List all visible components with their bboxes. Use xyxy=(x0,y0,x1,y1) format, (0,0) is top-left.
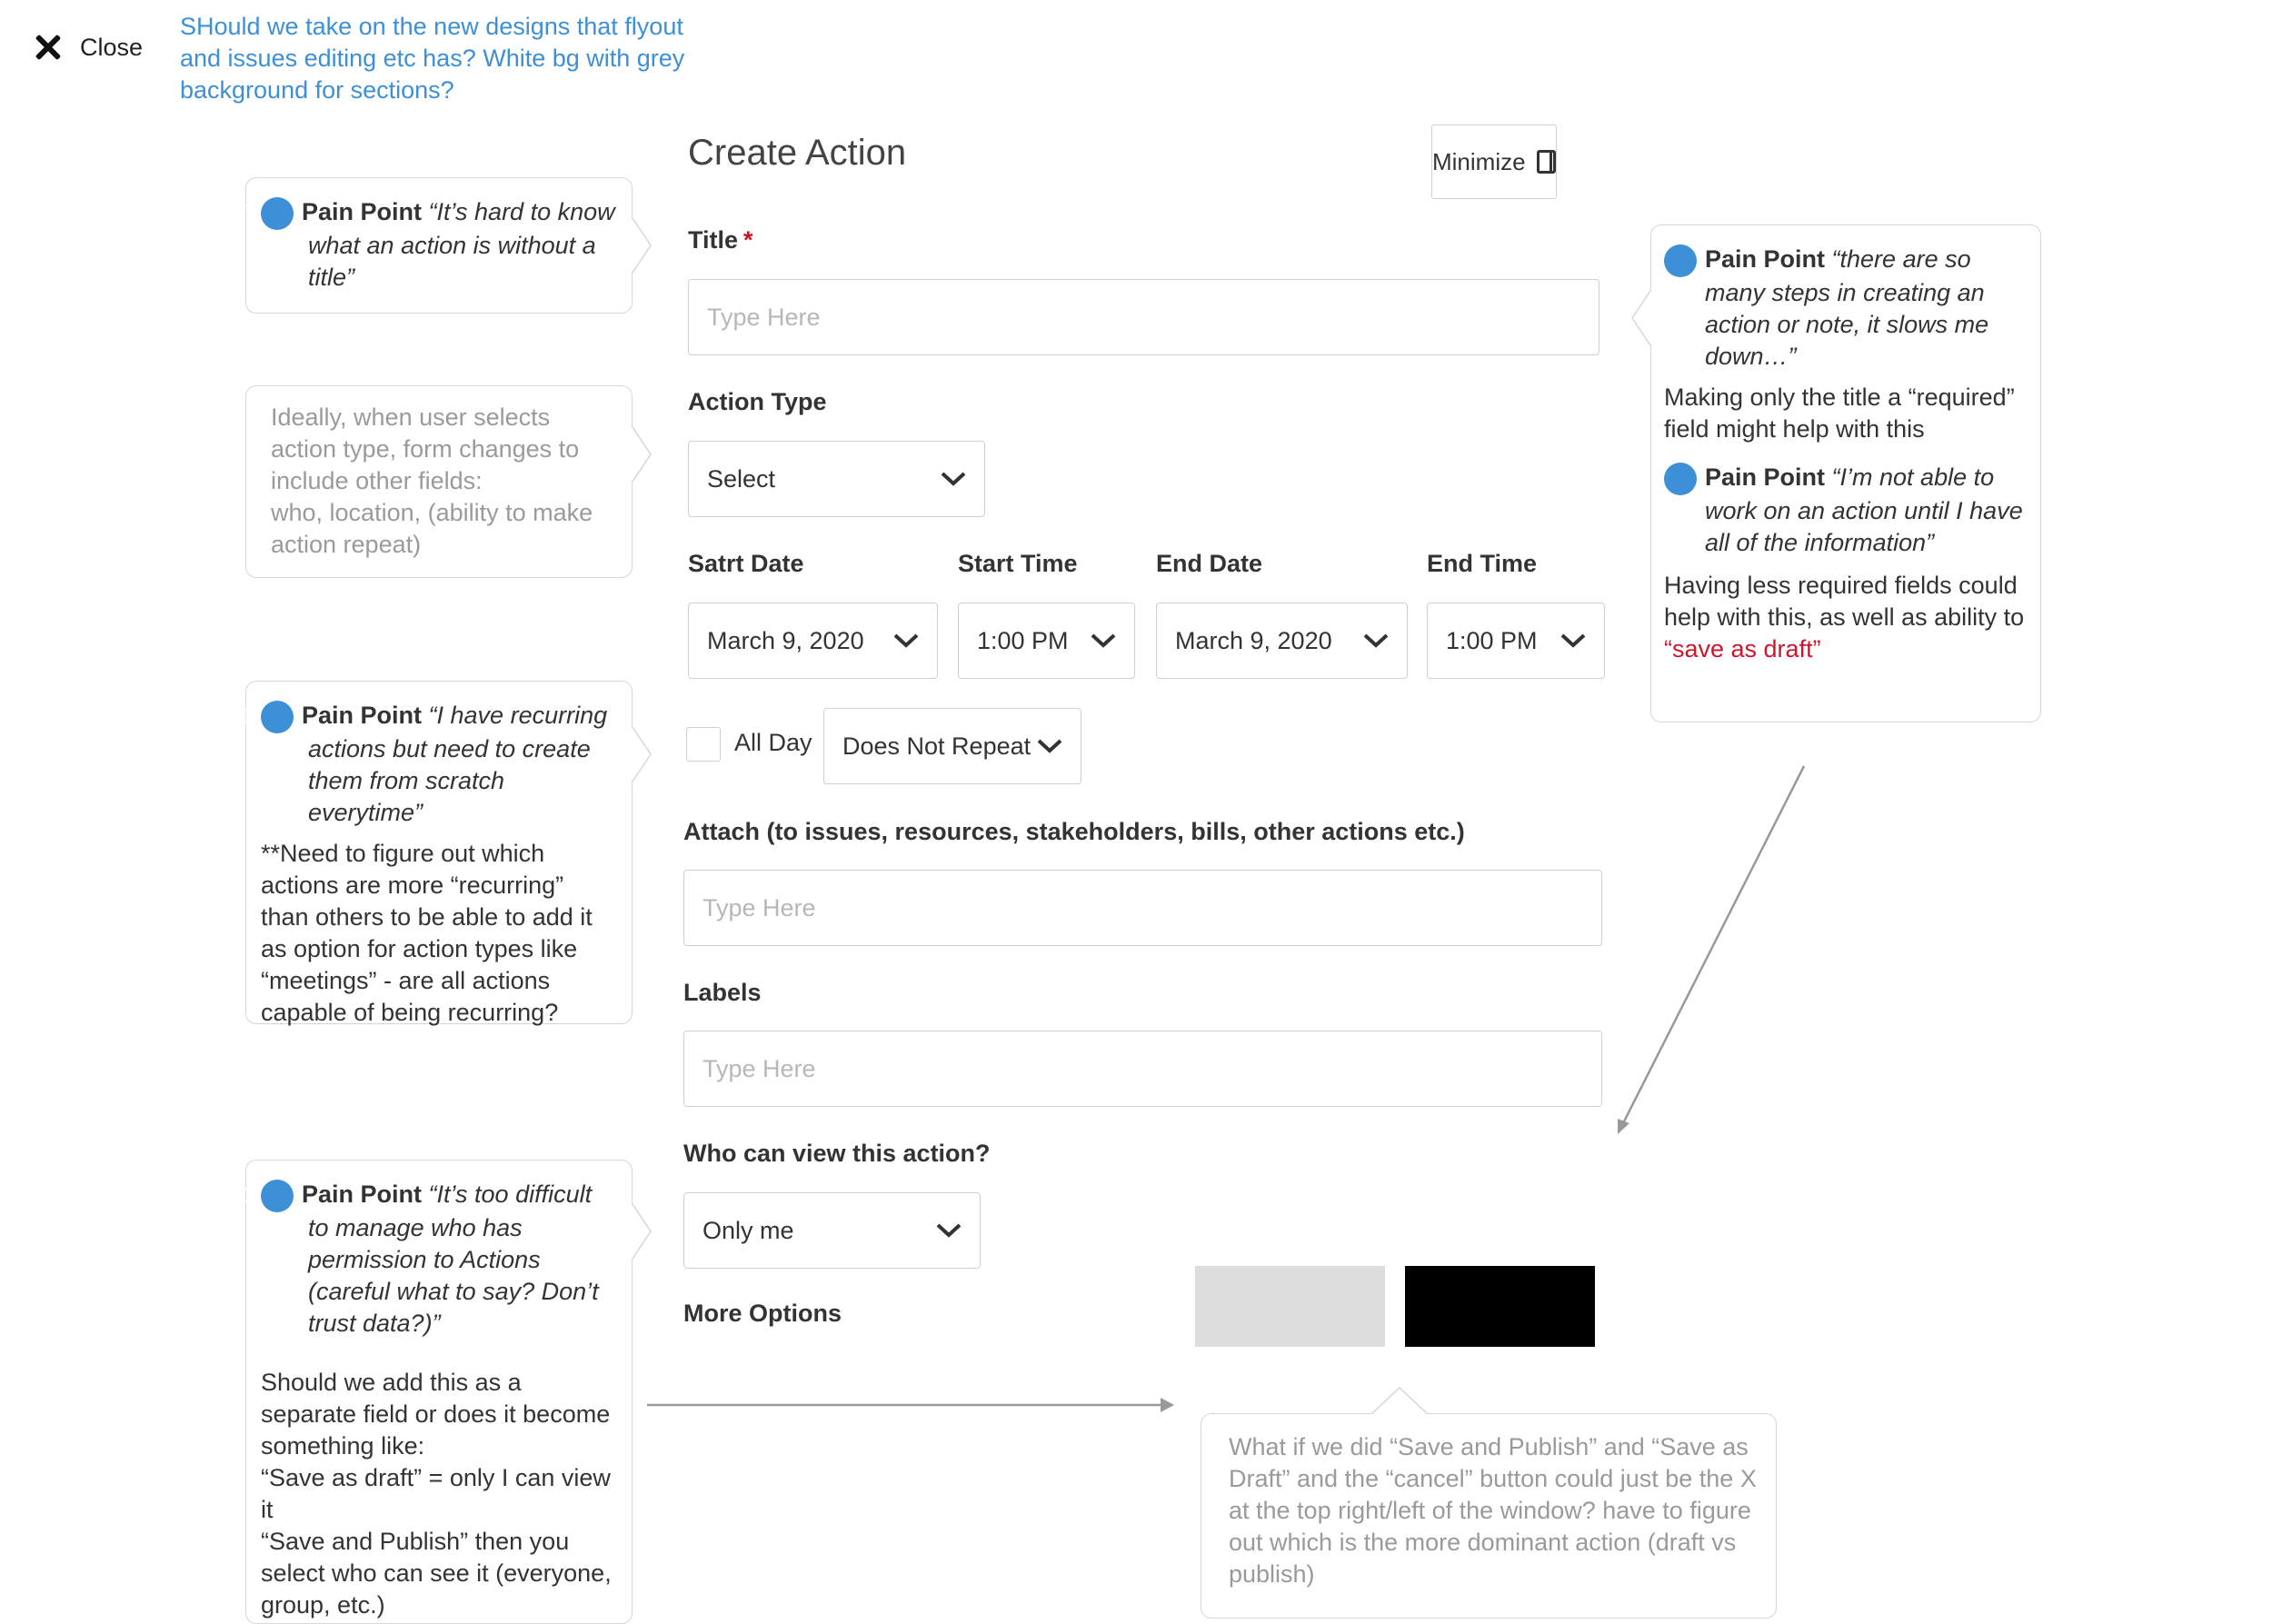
annotation-save-buttons-note xyxy=(1201,1413,1777,1619)
start-time-label: Start Time xyxy=(958,550,1078,577)
all-day-label: All Day xyxy=(734,729,812,756)
all-day-checkbox[interactable] xyxy=(686,727,721,762)
primary-action-button[interactable] xyxy=(1405,1266,1595,1347)
chevron-down-icon xyxy=(893,633,919,648)
who-can-view-select[interactable] xyxy=(683,1192,981,1269)
title-label-text: Title xyxy=(688,226,739,254)
title-input[interactable] xyxy=(688,279,1599,355)
start-time-value: 1:00 PM xyxy=(977,626,1069,654)
pain-point-title: Pain Point xyxy=(302,702,423,729)
annotation-note-fields xyxy=(245,385,633,578)
pain-point-quote: “It’s hard to know what an action is without a title” xyxy=(308,198,615,291)
attach-input[interactable] xyxy=(683,870,1602,946)
chevron-down-icon xyxy=(941,472,966,486)
who-can-view-value: Only me xyxy=(703,1216,794,1244)
end-date-label: End Date xyxy=(1156,550,1263,577)
labels-label: Labels xyxy=(683,979,762,1006)
chevron-down-icon xyxy=(1560,633,1586,648)
form-title: Create Action xyxy=(688,133,907,173)
pain-point-title: Pain Point xyxy=(1705,245,1826,273)
annotation-number-badge: 22 xyxy=(1664,463,1697,495)
annotation-number-badge: 30 xyxy=(261,1180,294,1212)
title-placeholder: Type Here xyxy=(707,303,821,331)
pain-point-quote: “It’s too difficult to manage who has permission to Actions (careful what to say? Don’t trust data?)” xyxy=(308,1181,599,1337)
required-mark: * xyxy=(743,226,753,254)
labels-input[interactable] xyxy=(683,1031,1602,1107)
end-date-value: March 9, 2020 xyxy=(1175,626,1332,654)
end-time-value: 1:00 PM xyxy=(1446,626,1538,654)
minimize-button[interactable] xyxy=(1431,125,1557,199)
chevron-down-icon xyxy=(1037,739,1062,753)
end-time-label: End Time xyxy=(1427,550,1538,577)
start-date-label: Satrt Date xyxy=(688,550,804,577)
pain-point-quote: “I have recurring actions but need to create them from scratch everytime” xyxy=(308,702,608,826)
split-panel-icon xyxy=(1537,150,1556,174)
annotation-number-badge: 27 xyxy=(261,197,294,230)
pain-point-quote: “I’m not able to work on an action until I have all of the information” xyxy=(1705,463,2023,556)
action-type-value: Select xyxy=(707,464,776,493)
annotation-pain-point-30 xyxy=(230,1160,633,1624)
chevron-down-icon xyxy=(1363,633,1389,648)
secondary-action-button[interactable] xyxy=(1195,1266,1385,1347)
attach-label: Attach (to issues, resources, stakeholders, bills, other actions etc.) xyxy=(683,818,1465,845)
more-options-link[interactable]: More Options xyxy=(683,1300,842,1327)
end-time-select[interactable] xyxy=(1427,603,1605,679)
close-label: Close xyxy=(80,33,144,61)
annotation-pain-point-27 xyxy=(230,177,633,314)
pain-point-title: Pain Point xyxy=(302,1181,423,1208)
annotation-number-badge: 19 xyxy=(1664,244,1697,277)
who-can-view-label: Who can view this action? xyxy=(683,1140,991,1167)
save-as-draft-highlight: “save as draft” xyxy=(1664,634,1821,663)
annotation-body: Having less required fields could help with this, as well as ability to xyxy=(1664,571,2025,631)
repeat-value: Does Not Repeat xyxy=(842,732,1031,760)
attach-placeholder: Type Here xyxy=(703,893,816,922)
pain-point-quote: “there are so many steps in creating an action or note, it slows me down…” xyxy=(1705,245,1989,370)
start-date-value: March 9, 2020 xyxy=(707,626,864,654)
start-date-select[interactable] xyxy=(688,603,938,679)
title-label xyxy=(688,226,753,254)
action-type-select[interactable] xyxy=(688,441,985,517)
annotation-number-badge: 11 xyxy=(261,701,294,733)
annotation-body: Should we add this as a separate field or does it become something like: “Save as draft” = only I can view it “Save and Publish” then you select who can see it (everyone, group, etc.) xyxy=(261,1368,612,1619)
annotation-note-text: Ideally, when user selects action type, form changes to include other fields: who, location, (ability to make action repeat) xyxy=(271,404,593,558)
annotation-body: **Need to figure out which actions are more “recurring” than others to be able to add it as option for action types like “meetings” - are all actions capable of being recurring? xyxy=(261,839,593,1026)
chevron-down-icon xyxy=(1091,633,1116,648)
start-time-select[interactable] xyxy=(958,603,1135,679)
annotation-pain-point-11 xyxy=(230,681,633,1026)
close-icon xyxy=(35,34,62,61)
annotation-body: Making only the title a “required” field might help with this xyxy=(1664,383,2015,443)
repeat-select[interactable] xyxy=(823,708,1081,784)
end-date-select[interactable] xyxy=(1156,603,1408,679)
action-type-label: Action Type xyxy=(688,388,827,415)
close-button[interactable] xyxy=(35,27,143,67)
top-design-note: SHould we take on the new designs that flyout and issues editing etc has? White bg with grey background for sections? xyxy=(180,13,685,104)
pain-point-title: Pain Point xyxy=(302,198,423,225)
annotation-note-text: What if we did “Save and Publish” and “Save as Draft” and the “cancel” button could just be the X at the top right/left of the window? have to figure out which is the more dominant action (draft vs publish) xyxy=(1229,1433,1757,1588)
pain-point-title: Pain Point xyxy=(1705,463,1826,491)
annotation-pain-points-19-22 xyxy=(1639,224,2041,722)
minimize-label: Minimize xyxy=(1432,147,1526,175)
labels-placeholder: Type Here xyxy=(703,1054,816,1082)
chevron-down-icon xyxy=(936,1223,962,1238)
